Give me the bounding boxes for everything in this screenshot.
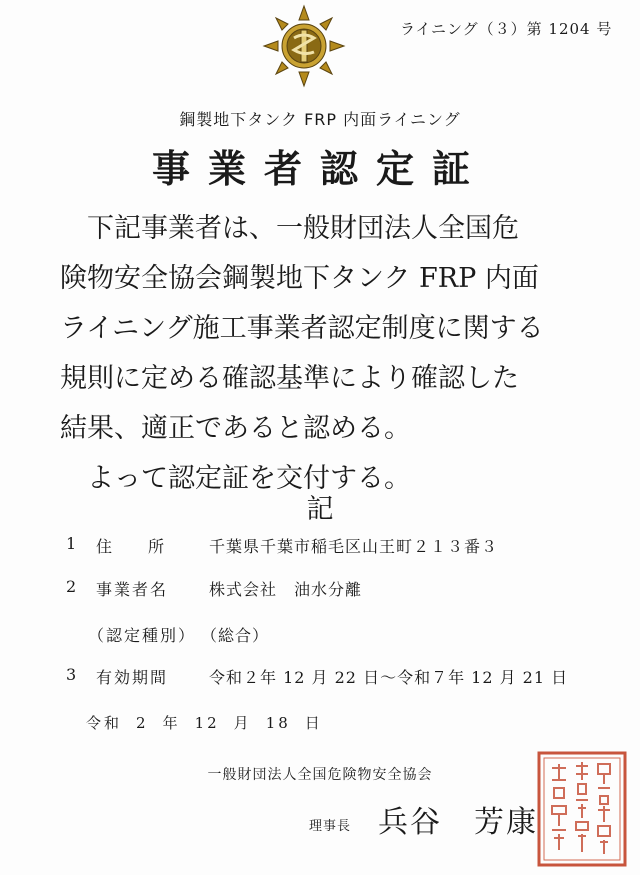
body-line: よって認定証を交付する。 — [87, 463, 411, 494]
item-label: 有効期間 — [96, 668, 169, 687]
item-value: 千葉県千葉市稲毛区山王町２１３番３ — [209, 537, 499, 556]
certificate-subtitle: 鋼製地下タンク FRP 内面ライニング — [179, 110, 461, 129]
item-label: 事業者名 — [96, 580, 169, 599]
body-line: ライニング施工事業者認定制度に関する — [60, 313, 544, 344]
item-value: （総合） — [201, 626, 270, 645]
body-line: 結果、適正であると認める。 — [60, 413, 411, 444]
body-line: 険物安全協会鋼製地下タンク FRP 内面 — [60, 263, 539, 294]
certificate-number: ライニング（３）第 1204 号 — [400, 20, 613, 38]
item-value: 株式会社 油水分離 — [209, 580, 363, 599]
association-emblem-icon — [262, 4, 346, 88]
issue-date — [86, 712, 337, 733]
date-year: 2 — [136, 714, 149, 732]
ki-heading: 記 — [306, 494, 334, 525]
date-year-unit: 年 — [162, 714, 181, 732]
date-month-unit: 月 — [233, 714, 252, 732]
item-label: （認定種別） — [88, 626, 197, 645]
item-number: 3 — [66, 665, 77, 684]
date-day: 18 — [265, 714, 291, 732]
item-number: 2 — [66, 577, 77, 596]
item-value: 令和２年 12 月 22 日～令和７年 12 月 21 日 — [209, 668, 569, 687]
date-era: 令和 — [86, 714, 123, 732]
certificate-body — [60, 204, 600, 504]
date-day-unit: 日 — [304, 714, 323, 732]
official-seal-icon — [536, 750, 628, 868]
issuer-organization: 一般財団法人全国危険物安全協会 — [207, 767, 433, 783]
chair-name: 兵谷 芳康 — [378, 805, 538, 840]
certificate-title: 事業者認定証 — [151, 147, 488, 191]
item-label: 住所 — [96, 537, 201, 556]
chair-title: 理事長 — [309, 819, 352, 834]
body-line: 規則に定める確認基準により確認した — [60, 363, 519, 394]
body-line: 下記事業者は、一般財団法人全国危 — [87, 213, 519, 244]
item-number: 1 — [66, 534, 77, 553]
date-month: 12 — [194, 714, 220, 732]
